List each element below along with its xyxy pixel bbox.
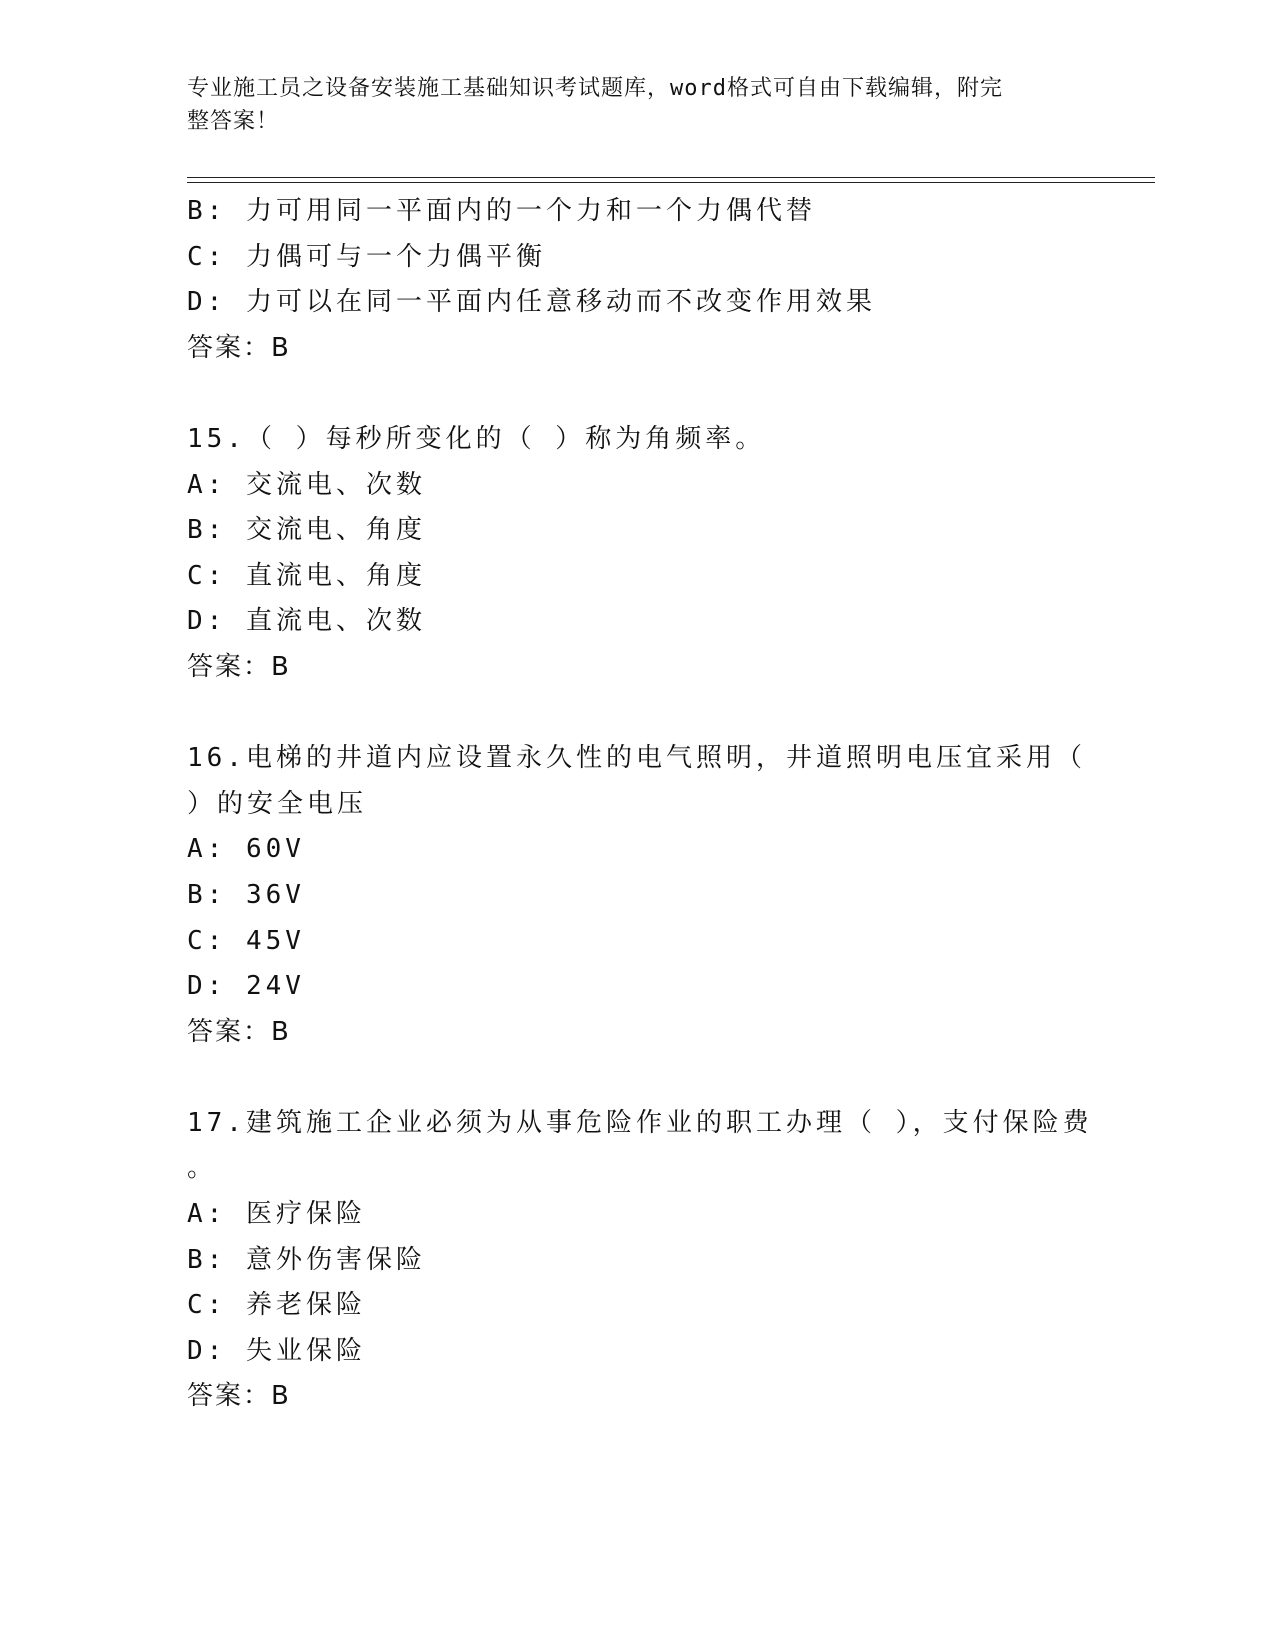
header-rule-bottom bbox=[187, 182, 1155, 183]
question-block-16 bbox=[187, 736, 1087, 1055]
option-b: B: 交流电、角度 bbox=[187, 515, 426, 546]
question-stem-line-2: 。 bbox=[187, 1153, 218, 1184]
spacer bbox=[187, 1055, 1087, 1101]
answer-line: 答案：B bbox=[187, 332, 291, 363]
option-b: B: 36V bbox=[187, 879, 305, 910]
question-block-14 bbox=[187, 189, 1087, 371]
option-d: D: 直流电、次数 bbox=[187, 606, 426, 637]
option-b: B: 意外伤害保险 bbox=[187, 1244, 426, 1275]
question-content bbox=[187, 189, 1093, 1420]
option-c: C: 力偶可与一个力偶平衡 bbox=[187, 241, 546, 272]
answer-line: 答案：B bbox=[187, 1381, 291, 1412]
option-a: A: 医疗保险 bbox=[187, 1199, 366, 1230]
option-c: C: 直流电、角度 bbox=[187, 560, 426, 591]
header-line-1: 专业施工员之设备安装施工基础知识考试题库，word格式可自由下载编辑，附完 bbox=[187, 76, 1003, 101]
question-stem-line-1: 16.电梯的井道内应设置永久性的电气照明，井道照明电压宜采用（ bbox=[187, 743, 1086, 774]
answer-line: 答案：B bbox=[187, 651, 291, 682]
spacer bbox=[187, 691, 1087, 737]
document-header bbox=[187, 72, 1067, 138]
question-block-15 bbox=[187, 417, 1087, 691]
question-block-17 bbox=[187, 1101, 1093, 1420]
option-a: A: 60V bbox=[187, 834, 305, 865]
answer-line: 答案：B bbox=[187, 1016, 291, 1047]
option-a: A: 交流电、次数 bbox=[187, 469, 426, 500]
header-line-2: 整答案！ bbox=[187, 109, 280, 134]
option-d: D: 力可以在同一平面内任意移动而不改变作用效果 bbox=[187, 287, 876, 318]
spacer bbox=[187, 371, 1087, 417]
question-stem-line-1: 17.建筑施工企业必须为从事危险作业的职工办理（ ），支付保险费 bbox=[187, 1107, 1093, 1138]
option-b: B: 力可用同一平面内的一个力和一个力偶代替 bbox=[187, 196, 816, 226]
option-c: C: 养老保险 bbox=[187, 1290, 366, 1321]
option-d: D: 24V bbox=[187, 971, 305, 1002]
question-stem: 15.（ ）每秒所变化的（ ）称为角频率。 bbox=[187, 423, 766, 454]
option-c: C: 45V bbox=[187, 925, 305, 956]
header-rule-top bbox=[187, 177, 1155, 178]
question-stem-line-2: ）的安全电压 bbox=[187, 788, 368, 819]
option-d: D: 失业保险 bbox=[187, 1335, 366, 1366]
